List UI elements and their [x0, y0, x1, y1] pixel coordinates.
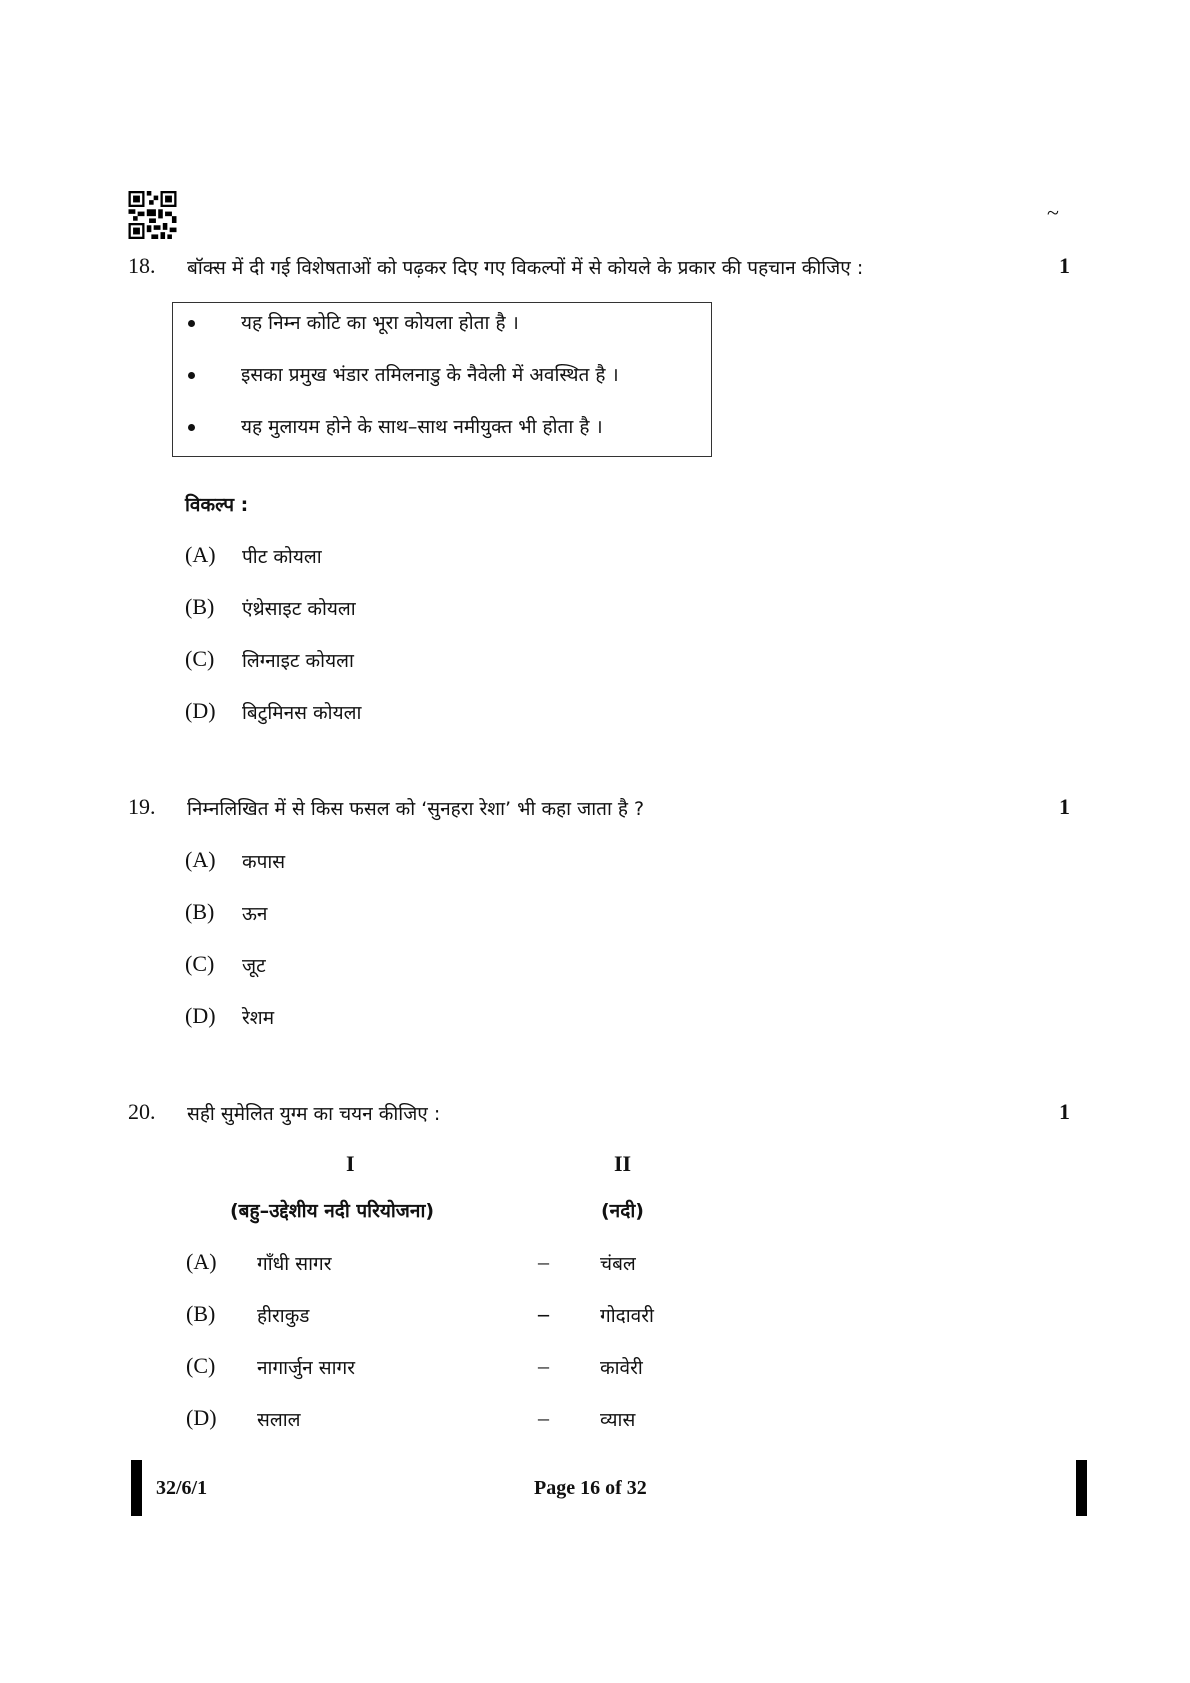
row-label: (B)	[186, 1301, 216, 1326]
row-separator: –	[538, 1249, 549, 1274]
column-heading: (बहु–उद्देशीय नदी परियोजना)	[230, 1200, 435, 1222]
box-point: इसका प्रमुख भंडार तमिलनाडु के नैवेली में अवस्थित है ।	[241, 364, 619, 386]
row-separator: –	[538, 1405, 549, 1430]
option-label: (A)	[185, 847, 216, 872]
question-marks: 1	[1059, 1099, 1070, 1124]
column-numeral: II	[614, 1151, 632, 1176]
option-text: एंथ्रेसाइट कोयला	[242, 598, 356, 620]
corner-mark: ~	[1047, 200, 1059, 225]
row-separator: –	[538, 1353, 549, 1378]
page-number: Page 16 of 32	[534, 1477, 647, 1499]
question-text: बॉक्स में दी गई विशेषताओं को पढ़कर दिए गए विकल्पों में से कोयले के प्रकार की पहचान कीजिए :	[187, 257, 864, 279]
footer-left-bar	[131, 1460, 142, 1516]
option-label: (A)	[185, 542, 216, 567]
option-text: बिटुमिनस कोयला	[242, 702, 362, 724]
box-point: यह मुलायम होने के साथ–साथ नमीयुक्त भी होता है ।	[241, 416, 603, 438]
row-river: चंबल	[600, 1253, 636, 1275]
option-text: जूट	[242, 955, 266, 977]
option-label: (C)	[185, 646, 215, 671]
question-number: 20.	[128, 1099, 156, 1124]
question-text: निम्नलिखित में से किस फसल को ‘सुनहरा रेशा’ भी कहा जाता है ?	[187, 798, 645, 820]
bullet-icon	[188, 320, 195, 327]
box-point: यह निम्न कोटि का भूरा कोयला होता है ।	[241, 312, 519, 334]
row-label: (D)	[186, 1405, 217, 1430]
question-number: 18.	[128, 253, 156, 278]
option-text: पीट कोयला	[242, 546, 322, 568]
bullet-icon	[188, 372, 195, 379]
row-separator: –	[538, 1301, 549, 1326]
row-river: कावेरी	[600, 1357, 643, 1379]
row-river: व्यास	[600, 1409, 636, 1431]
paper-code: 32/6/1	[156, 1477, 208, 1499]
row-river: गोदावरी	[600, 1305, 654, 1327]
option-text: रेशम	[242, 1007, 275, 1029]
qr-code-icon	[128, 191, 177, 239]
option-text: ऊन	[242, 903, 268, 925]
option-text: कपास	[242, 851, 286, 873]
column-numeral: I	[346, 1151, 355, 1176]
option-label: (B)	[185, 594, 215, 619]
row-label: (A)	[186, 1249, 217, 1274]
row-project: सलाल	[257, 1409, 301, 1431]
row-project: नागार्जुन सागर	[257, 1357, 355, 1379]
question-number: 19.	[128, 794, 156, 819]
bullet-icon	[188, 424, 195, 431]
question-marks: 1	[1059, 794, 1070, 819]
option-label: (B)	[185, 899, 215, 924]
options-heading: विकल्प :	[185, 494, 249, 516]
option-label: (D)	[185, 698, 216, 723]
question-text: सही सुमेलित युग्म का चयन कीजिए :	[187, 1103, 441, 1125]
option-label: (D)	[185, 1003, 216, 1028]
row-label: (C)	[186, 1353, 216, 1378]
question-marks: 1	[1059, 253, 1070, 278]
option-label: (C)	[185, 951, 215, 976]
row-project: हीराकुड	[257, 1305, 310, 1327]
footer-right-bar	[1076, 1460, 1087, 1516]
row-project: गाँधी सागर	[257, 1253, 332, 1275]
option-text: लिग्नाइट कोयला	[242, 650, 354, 672]
column-heading: (नदी)	[601, 1200, 644, 1222]
